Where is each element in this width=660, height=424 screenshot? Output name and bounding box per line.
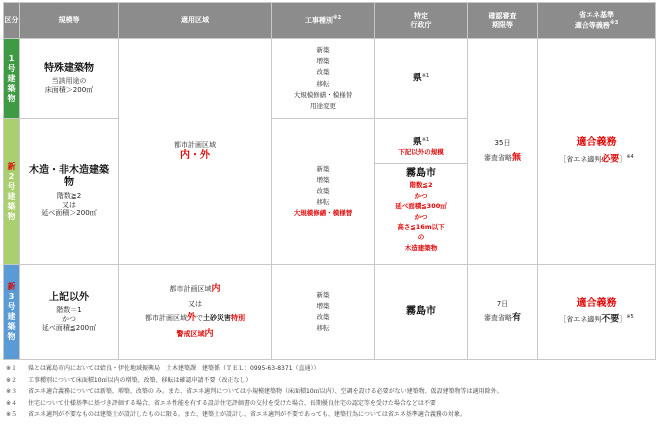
work-type-cell-3: 新築 増築 改築 移転 bbox=[272, 265, 375, 360]
header-work-type: 工事種別$^{※2}$ bbox=[272, 3, 375, 39]
footnote: ※１ 県とは霧島市内においては姶良・伊佐地域振興局 土木建築課 建築係（ＴＥＬ：0995-63-8371（直通）） bbox=[6, 365, 320, 372]
review-period-cell-shared: 35日 審査省略無 bbox=[468, 39, 538, 265]
header-area: 適用区域 bbox=[119, 3, 272, 39]
header-category: 区分 bbox=[4, 3, 20, 39]
area-cell-3: 都市計画区域内 又は 都市計画区域外で土砂災害特別 警戒区域内 bbox=[119, 265, 272, 360]
work-type-cell-1: 新築 増築 改築 移転 大規模修繕・模様替 用途変更 bbox=[272, 39, 375, 119]
header-scale: 規模等 bbox=[20, 3, 119, 39]
row-building-1 bbox=[4, 39, 656, 119]
side-label-1: 1 号 建 築 物 bbox=[4, 39, 20, 119]
footnote: ※２ 工事種別について床面積10㎡以内の増築、改築、移転は確認申請不要（改正なし） bbox=[6, 376, 252, 384]
header-energy-obligation: 省エネ基準 適合等義務$^{※3}$ bbox=[538, 3, 656, 39]
authority-cell-1: 県$^{※1}$ bbox=[375, 39, 468, 119]
energy-obligation-cell-shared: 適合義務 ［省エネ適判必要］$^{※4}$ bbox=[538, 39, 656, 265]
building-category-table bbox=[3, 2, 656, 360]
footnotes bbox=[6, 363, 656, 421]
scale-cell-1: 特殊建築物 当該用途の 床面積＞200㎡ bbox=[20, 39, 119, 119]
building-type-title: 特殊建築物 bbox=[44, 62, 94, 74]
work-type-cell-2: 新築 増築 改築 移転 大規模修繕・模様替 bbox=[272, 119, 375, 265]
side-label-2: 新 2 号 建 築 物 bbox=[4, 119, 20, 265]
header-review-period: 確認審査 期限等 bbox=[468, 3, 538, 39]
footnote: ※４ 住宅について仕様基準に基づき評価する場合、省エネ性能を有する設計住宅評価書の交付を受けた場合、長期優良住宅の認定等を受けた場合などは不要 bbox=[6, 399, 436, 407]
authority-cell-3: 霧島市 bbox=[375, 265, 468, 360]
review-period-cell-3: 7日 審査省略有 bbox=[468, 265, 538, 360]
row-building-3 bbox=[4, 265, 656, 360]
energy-obligation-cell-3: 適合義務 ［省エネ適判不要］$^{※5}$ bbox=[538, 265, 656, 360]
area-cell-shared: 都市計画区域 内・外 bbox=[119, 39, 272, 265]
scale-cell-2: 木造・非木造建築 物 階数≧2 又は 延べ面積＞200㎡ bbox=[20, 119, 119, 265]
footnote: ※５ 省エネ適判が不要なものは建築士が設計したものに限る。また、建築士が設計し、省エネ適判が不要であっても、建築行為については省エネ基準適合義務の対象。 bbox=[6, 411, 466, 419]
authority-cell-2: 県$^{※1}$ 下記以外の規模 霧島市 階数≦2 かつ 延べ面積≦300㎡ かつ 高さ≦16m以下 の 木造建築物 bbox=[375, 119, 468, 265]
scale-cell-3: 上記以外 階数＝1 かつ 延べ面積≦200㎡ bbox=[20, 265, 119, 360]
side-label-3: 新 3 号 建 築 物 bbox=[4, 265, 20, 360]
header-authority: 特定 行政庁 bbox=[375, 3, 468, 39]
footnote: ※３ 省エネ適合義務については新築、増築、改築の み。また、省エネ適判については小規模建築物（床面積10㎡以内）、空調を設ける必要がない建築物、仮設建築物等は適用除外。 bbox=[6, 388, 503, 396]
header-row bbox=[4, 3, 656, 39]
